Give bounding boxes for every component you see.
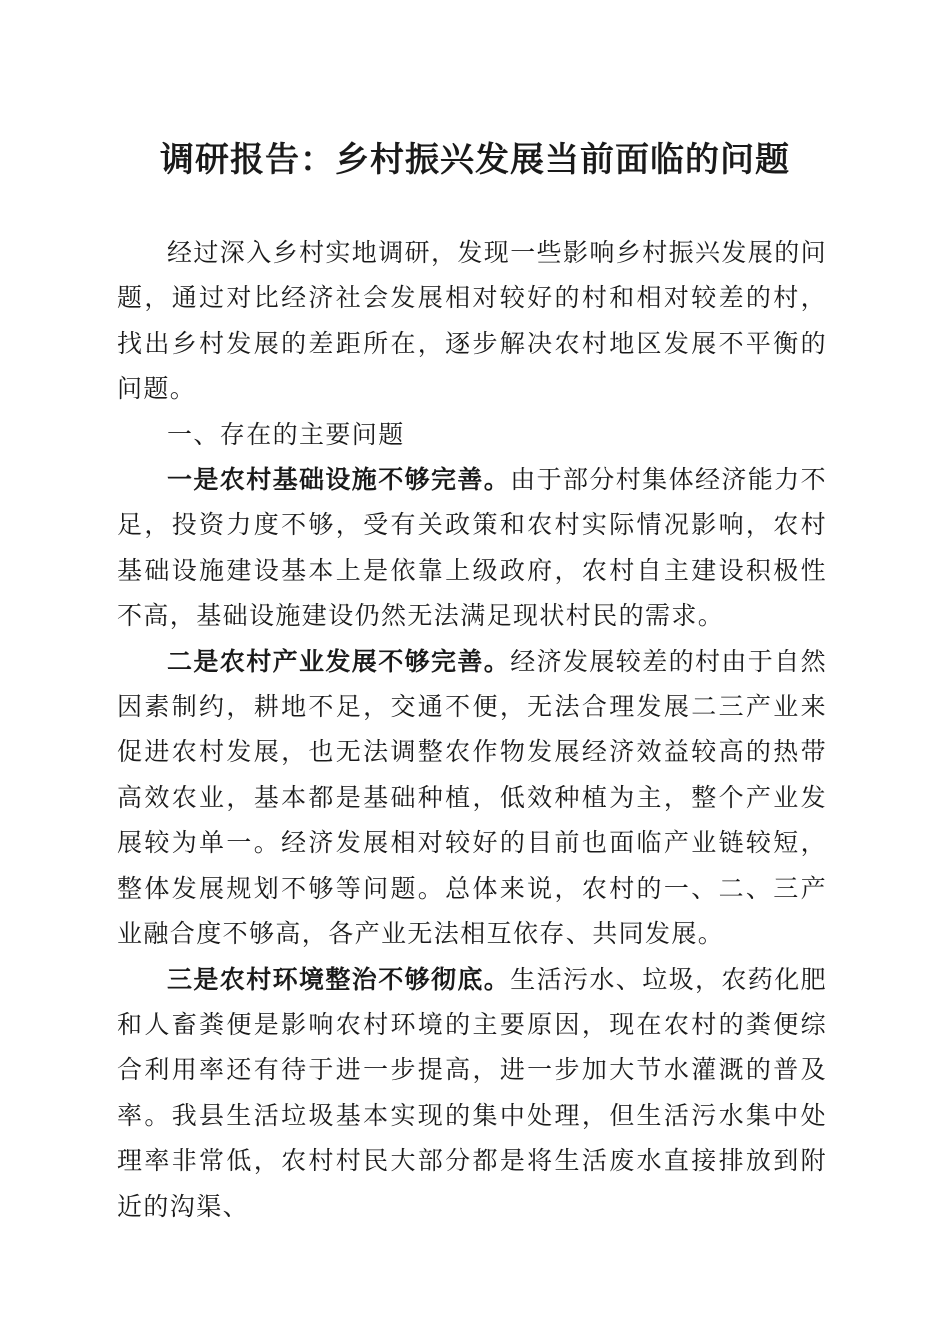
problem-paragraph-1 bbox=[117, 457, 827, 639]
document-title: 调研报告：乡村振兴发展当前面临的问题 bbox=[160, 140, 790, 180]
paragraph-text: 经济发展较差的村由于自然因素制约，耕地不足，交通不便，无法合理发展二三产业来促进农村发展，也无法调整农作物发展经济效益较高的热带高效农业，基本都是基础种植，低效种植为主，整个产业发展较为单一。经济发展相对较好的目前也面临产业链较短，整体发展规划不够等问题。总体来说，农村的一、二、三产业融合度不够高，各产业无法相互依存、共同发展。 bbox=[117, 646, 828, 949]
intro-paragraph: 经过深入乡村实地调研，发现一些影响乡村振兴发展的问题，通过对比经济社会发展相对较好的村和相对较差的村，找出乡村发展的差距所在，逐步解决农村地区发展不平衡的问题。 bbox=[117, 238, 828, 404]
document-body bbox=[117, 230, 827, 1229]
paragraph-lead: 一是农村基础设施不够完善。 bbox=[167, 465, 511, 495]
paragraph-text: 由于部分村集体经济能力不足，投资力度不够，受有关政策和农村实际情况影响，农村基础设施建设基本上是依靠上级政府，农村自主建设积极性不高，基础设施建设仍然无法满足现状村民的需求。 bbox=[117, 465, 828, 631]
section-heading: 一、存在的主要问题 bbox=[167, 419, 405, 449]
paragraph-lead: 三是农村环境整治不够彻底。 bbox=[167, 964, 511, 994]
problem-paragraph-3 bbox=[117, 957, 827, 1229]
problem-paragraph-2 bbox=[117, 639, 827, 957]
paragraph-text: 生活污水、垃圾，农药化肥和人畜粪便是影响农村环境的主要原因，现在农村的粪便综合利用率还有待于进一步提高，进一步加大节水灌溉的普及率。我县生活垃圾基本实现的集中处理，但生活污水集中处理率非常低，农村村民大部分都是将生活废水直接排放到附近的沟渠、 bbox=[117, 964, 828, 1221]
paragraph-lead: 二是农村产业发展不够完善。 bbox=[167, 646, 511, 676]
